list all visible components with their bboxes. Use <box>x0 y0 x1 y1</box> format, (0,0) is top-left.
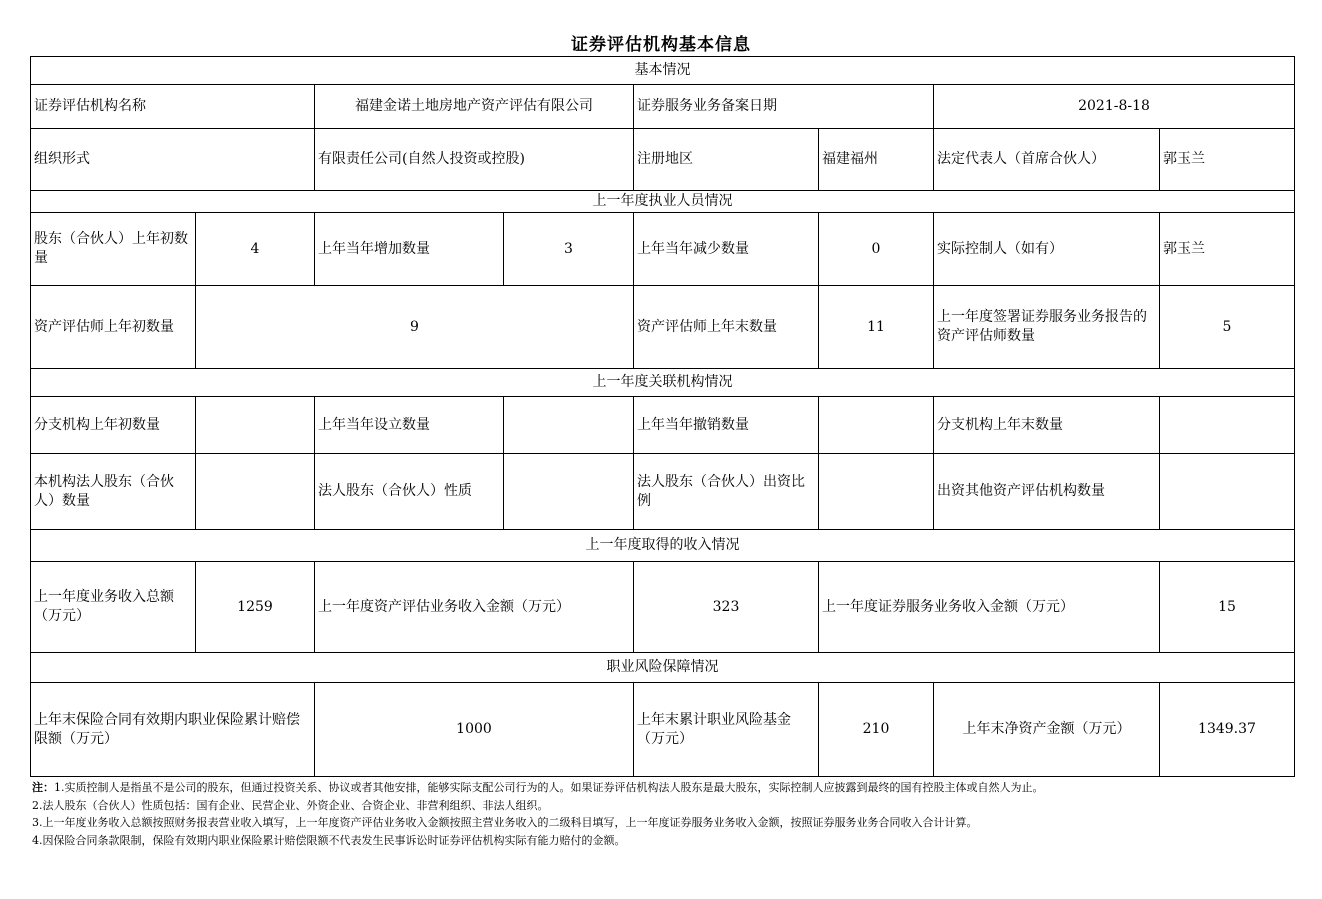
filing-date-label: 证券服务业务备案日期 <box>634 85 934 129</box>
signing-appraisers-label: 上一年度签署证券服务业务报告的资产评估师数量 <box>934 286 1160 369</box>
controller-label: 实际控制人（如有） <box>934 213 1160 286</box>
appraisers-start-label: 资产评估师上年初数量 <box>31 286 196 369</box>
section-related: 上一年度关联机构情况 <box>31 369 1295 397</box>
footnote-3: 3.上一年度业务收入总额按照财务报表营业收入填写，上一年度资产评估业务收入金额按照主营业务收入的二级科目填写，上一年度证券服务业务收入金额，按照证券服务业务合同收入合计计算。 <box>32 816 978 829</box>
appraisers-start-value: 9 <box>196 286 634 369</box>
branch-start-value <box>196 397 315 454</box>
section-staff: 上一年度执业人员情况 <box>31 191 1295 213</box>
footnote-1-text: 1.实质控制人是指虽不是公司的股东，但通过投资关系、协议或者其他安排，能够实际支配公司行为的人。如果证券评估机构法人股东是最大股东，实际控制人应披露到最终的国有控股主体或自然人为止。 <box>54 781 1044 794</box>
contribution-ratio-value <box>819 454 934 530</box>
org-name-label: 证券评估机构名称 <box>31 85 315 129</box>
controller-value: 郭玉兰 <box>1160 213 1295 286</box>
legal-rep-value: 郭玉兰 <box>1160 129 1295 191</box>
net-assets-value: 1349.37 <box>1160 683 1295 777</box>
established-label: 上年当年设立数量 <box>315 397 504 454</box>
footnote-1 <box>32 779 1294 797</box>
income-total-label: 上一年度业务收入总额（万元） <box>31 562 196 653</box>
branch-start-label: 分支机构上年初数量 <box>31 397 196 454</box>
risk-fund-label: 上年末累计职业风险基金（万元） <box>634 683 819 777</box>
corp-nature-label: 法人股东（合伙人）性质 <box>315 454 504 530</box>
corp-shareholders-value <box>196 454 315 530</box>
other-investment-value <box>1160 454 1295 530</box>
filing-date-value: 2021-8-18 <box>934 85 1295 129</box>
reg-area-label: 注册地区 <box>634 129 819 191</box>
legal-rep-label: 法定代表人（首席合伙人） <box>934 129 1160 191</box>
increase-value: 3 <box>504 213 634 286</box>
footnote-lead: 注： <box>32 781 54 794</box>
section-income: 上一年度取得的收入情况 <box>31 530 1295 562</box>
footnote-4: 4.因保险合同条款限制，保险有效期内职业保险累计赔偿限额不代表发生民事诉讼时证券评估机构实际有能力赔付的金额。 <box>32 833 626 847</box>
other-investment-label: 出资其他资产评估机构数量 <box>934 454 1160 530</box>
footnotes <box>32 779 1294 849</box>
income-securities-value: 15 <box>1160 562 1295 653</box>
insurance-limit-label: 上年末保险合同有效期内职业保险累计赔偿限额（万元） <box>31 683 315 777</box>
shareholders-start-value: 4 <box>196 213 315 286</box>
branch-end-label: 分支机构上年末数量 <box>934 397 1160 454</box>
branch-end-value <box>1160 397 1295 454</box>
corp-shareholders-label: 本机构法人股东（合伙人）数量 <box>31 454 196 530</box>
page-title: 证券评估机构基本信息 <box>571 35 751 55</box>
section-risk: 职业风险保障情况 <box>31 653 1295 683</box>
income-securities-label: 上一年度证券服务业务收入金额（万元） <box>819 562 1160 653</box>
section-basic: 基本情况 <box>31 57 1295 85</box>
reg-area-value: 福建福州 <box>819 129 934 191</box>
revoked-value <box>819 397 934 454</box>
org-form-label: 组织形式 <box>31 129 315 191</box>
revoked-label: 上年当年撤销数量 <box>634 397 819 454</box>
increase-label: 上年当年增加数量 <box>315 213 504 286</box>
decrease-value: 0 <box>819 213 934 286</box>
shareholders-start-label: 股东（合伙人）上年初数量 <box>31 213 196 286</box>
org-form-value: 有限责任公司(自然人投资或控股) <box>315 129 634 191</box>
contribution-ratio-label: 法人股东（合伙人）出资比例 <box>634 454 819 530</box>
established-value <box>504 397 634 454</box>
footnote-2: 2.法人股东（合伙人）性质包括：国有企业、民营企业、外资企业、合资企业、非营利组织、非法人组织。 <box>32 798 549 812</box>
appraisers-end-label: 资产评估师上年末数量 <box>634 286 819 369</box>
corp-nature-value <box>504 454 634 530</box>
org-name-value: 福建金诺土地房地产资产评估有限公司 <box>315 85 634 129</box>
insurance-limit-value: 1000 <box>315 683 634 777</box>
decrease-label: 上年当年减少数量 <box>634 213 819 286</box>
income-appraisal-label: 上一年度资产评估业务收入金额（万元） <box>315 562 634 653</box>
net-assets-label: 上年末净资产金额（万元） <box>934 683 1160 777</box>
info-table <box>30 56 1295 777</box>
appraisers-end-value: 11 <box>819 286 934 369</box>
income-total-value: 1259 <box>196 562 315 653</box>
income-appraisal-value: 323 <box>634 562 819 653</box>
risk-fund-value: 210 <box>819 683 934 777</box>
signing-appraisers-value: 5 <box>1160 286 1295 369</box>
